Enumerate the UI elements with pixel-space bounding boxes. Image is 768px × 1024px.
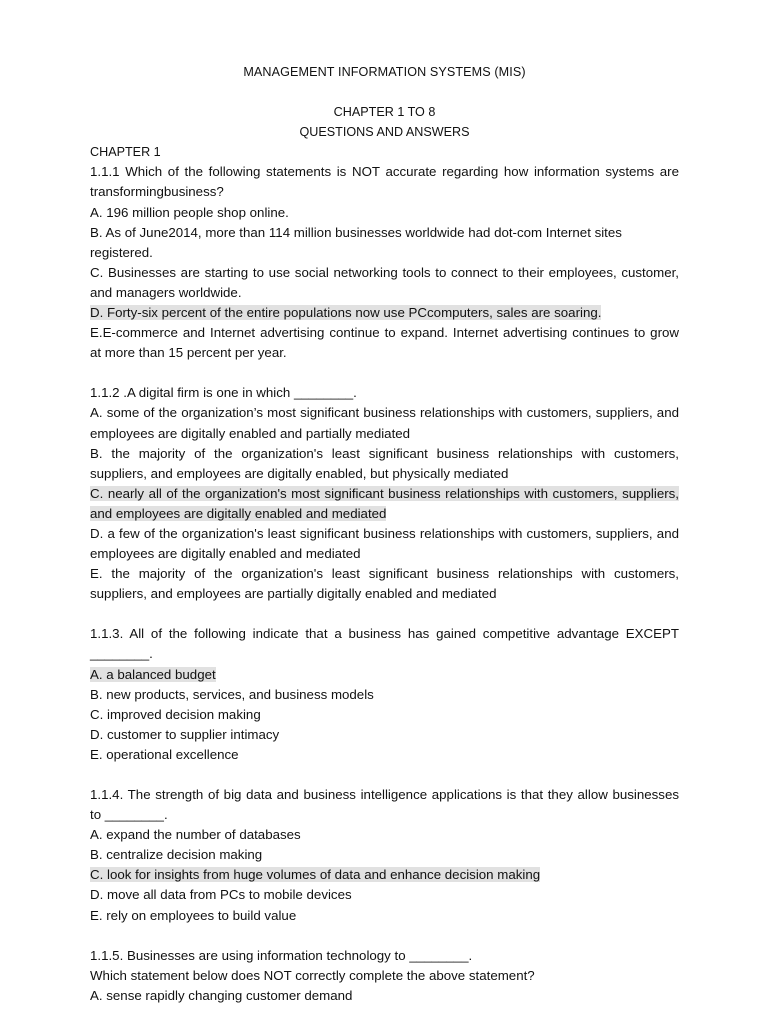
option-correct xyxy=(90,665,679,685)
question-5 xyxy=(90,946,679,1006)
option-correct xyxy=(90,865,679,885)
option-correct xyxy=(90,484,679,524)
question-stem: 1.1.2 .A digital firm is one in which ________. xyxy=(90,385,357,401)
option: A. expand the number of databases xyxy=(90,827,301,843)
option: B. the majority of the organization's least significant business relationships with customers, suppliers, and employees are digitally enabled, but physically mediated xyxy=(90,445,679,481)
question-4 xyxy=(90,785,679,926)
option: B. centralize decision making xyxy=(90,847,263,863)
document-title: MANAGEMENT INFORMATION SYSTEMS (MIS) xyxy=(243,65,526,79)
option: B. new products, services, and business models xyxy=(90,686,374,702)
option: E. rely on employees to build value xyxy=(90,907,297,923)
option: E. operational excellence xyxy=(90,746,239,762)
answer-highlight: C. nearly all of the organization's most significant business relationships with customers, suppliers, and employees are digitally enabled and mediated xyxy=(90,485,679,521)
document-subtitle: QUESTIONS AND ANSWERS xyxy=(299,125,470,140)
question-1 xyxy=(90,162,679,363)
option: D. customer to supplier intimacy xyxy=(90,726,280,742)
option: E. the majority of the organization's least significant business relationships with customers, suppliers, and employees are partially digitally enabled and mediated xyxy=(90,566,679,602)
option: A. some of the organization’s most significant business relationships with customers, suppliers, and employees are digitally enabled and partially mediated xyxy=(90,405,679,441)
option: C. improved decision making xyxy=(90,706,261,722)
option: B. As of June2014, more than 114 million businesses worldwide had dot-com Internet sites registered. xyxy=(90,224,622,260)
question-stem: 1.1.1 Which of the following statements is NOT accurate regarding how information systems are transformingbusiness? xyxy=(90,164,679,200)
question-2 xyxy=(90,383,679,604)
option-correct xyxy=(90,303,679,323)
option: C. Businesses are starting to use social networking tools to connect to their employees, customer, and managers worldwide. xyxy=(90,264,679,300)
question-instruction: Which statement below does NOT correctly complete the above statement? xyxy=(90,967,535,983)
option: D. a few of the organization's least significant business relationships with customers, suppliers, and employees are digitally enabled and mediated xyxy=(90,525,679,562)
chapter-range: CHAPTER 1 TO 8 xyxy=(333,105,436,120)
question-stem: 1.1.4. The strength of big data and business intelligence applications is that they allow businesses to ________. xyxy=(90,787,679,823)
question-stem: 1.1.3. All of the following indicate that a business has gained competitive advantage EXCEPT ________. xyxy=(90,626,679,662)
question-stem: 1.1.5. Businesses are using information technology to ________. xyxy=(90,947,473,963)
chapter-label: CHAPTER 1 xyxy=(90,145,161,160)
answer-highlight: A. a balanced budget xyxy=(90,666,216,682)
option: D. move all data from PCs to mobile devices xyxy=(90,887,352,903)
question-3 xyxy=(90,624,679,765)
answer-highlight: D. Forty-six percent of the entire populations now use PCcomputers, sales are soaring. xyxy=(90,305,602,321)
answer-highlight: C. look for insights from huge volumes of data and enhance decision making xyxy=(90,867,541,883)
option: A. 196 million people shop online. xyxy=(90,204,289,220)
option: E.E-commerce and Internet advertising continue to expand. Internet advertising continues to grow at more than 15 percent per year. xyxy=(90,325,679,361)
option: A. sense rapidly changing customer demand xyxy=(90,987,353,1003)
